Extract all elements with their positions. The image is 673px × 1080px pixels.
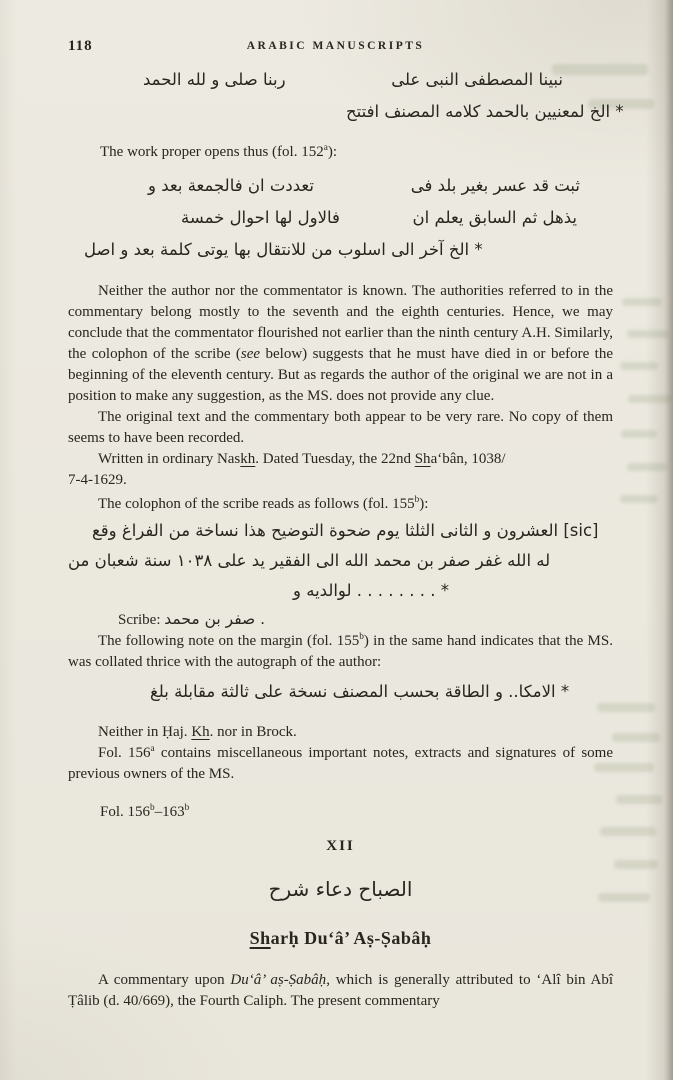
page-number: 118 <box>68 38 93 54</box>
work-opens-line: The work proper opens thus (fol. 152$^a$): <box>100 143 338 160</box>
colophon-intro-line: The colophon of the scribe reads as follows (fol. 155$^b$): <box>98 495 429 512</box>
arabic-colophon-line-1: وقع الفراغ من نساخة هذا التوضيح ضحوة يوم الثلثا الثانى و العشرون [sic] <box>92 521 599 540</box>
paragraph-commentary-intro: A commentary upon Du‘â’ aṣ-Ṣabâḥ, which is generally attributed to ‘Alî bin Abî Ṭâlib (d. 40/669), the Fourth Caliph. The present commentary <box>68 972 613 1009</box>
scribe-line <box>118 608 613 631</box>
section-title-transliteration: Sharḥ Du‘â’ Aṣ-Ṣabâḥ <box>249 928 432 948</box>
scribe-name-arabic: محمد بن صفر . <box>164 610 266 628</box>
arabic-opening-verse <box>68 64 613 96</box>
bleed-through-mark <box>627 330 669 338</box>
bleed-through-mark <box>612 733 660 742</box>
bleed-through-mark <box>621 430 657 438</box>
page-content <box>68 0 624 1012</box>
section-number-heading: XII <box>326 838 355 854</box>
arabic-collation-note: بلغ مقابلة ثالثة على نسخة المصنف بحسب الطاقة و الامكا.. * <box>150 682 570 701</box>
running-head <box>68 38 613 58</box>
arabic-hemistich-second: فى بلد بغير عسر قد ثبت <box>410 176 580 195</box>
arabic-work-verse-3: اصل و بعد كلمة يوتى بها للانتقال من اسلوب الى آخر الخ * <box>84 240 483 259</box>
page-edge-shadow <box>664 0 673 1080</box>
arabic-hemistich-first: الحمد لله و صلى ربنا <box>143 70 286 89</box>
folio-range-line: Fol. 156$^b$–163$^b$ <box>100 803 190 820</box>
paragraph-rarity: The original text and the commentary both appear to be very rare. No copy of them seems to have been recorded. <box>68 409 613 446</box>
paragraph-authorship: Neither the author nor the commentator is known. The authorities referred to in the commentary belong mostly to the seventh and the eighth centuries. Hence, we may conclude that the commentator flourished not earlier than the ninth century A.H. Similarly, the colophon of the scribe (see below) suggests that he must have died in or before the beginning of the eleventh century. But as regards the author of the original we are not in a position to make any suggestion, as the MS. does not provide any clue. <box>68 283 614 404</box>
arabic-hemistich-first: خمسة احوال لها فالاول <box>181 208 340 227</box>
bleed-through-mark <box>627 463 667 471</box>
bleed-through-mark <box>614 860 658 869</box>
bleed-through-mark <box>620 362 658 370</box>
paragraph-margin-note-intro: The following note on the margin (fol. 155$^b$) in the same hand indicates that the MS. was collated thrice with the autograph of the author: <box>68 632 613 670</box>
arabic-opening-continuation: افتتح المصنف كلامه بالحمد لمعنيين الخ * <box>346 102 624 121</box>
paragraph-dating-continued: 7-4-1629. <box>68 472 127 488</box>
arabic-hemistich-first: و بعد فالجمعة ان تعددت <box>148 176 314 195</box>
arabic-colophon-line-2: من شعبان سنة ١٠٣٨ على يد الفقير الى الله محمد بن صفر غفر الله له <box>68 551 551 570</box>
arabic-work-verse-1 <box>68 170 613 202</box>
section-title-arabic: شرح دعاء الصباح <box>268 877 413 901</box>
arabic-hemistich-second: على النبى المصطفى نبينا <box>391 70 563 89</box>
bleed-through-mark <box>620 495 658 503</box>
paragraph-folio-notes: Fol. 156$^a$ contains miscellaneous important notes, extracts and signatures of some previous owners of the MS. <box>68 744 613 782</box>
bleed-through-mark <box>616 795 662 804</box>
arabic-hemistich-second: ان يعلم السابق ثم يذهل <box>412 208 577 227</box>
running-header-title: ARABIC MANUSCRIPTS <box>246 40 425 52</box>
scribe-label: Scribe: <box>118 612 161 628</box>
reference-line: Neither in Ḥaj. Kh. nor in Brock. <box>98 724 297 740</box>
arabic-work-verse-2 <box>68 202 613 234</box>
bleed-through-mark <box>622 298 662 306</box>
paragraph-dating: Written in ordinary Naskh. Dated Tuesday, the 22nd Sha‘bân, 1038/ <box>98 451 506 467</box>
arabic-colophon-line-3: و لوالديه . . . . . . . . * <box>293 581 449 600</box>
